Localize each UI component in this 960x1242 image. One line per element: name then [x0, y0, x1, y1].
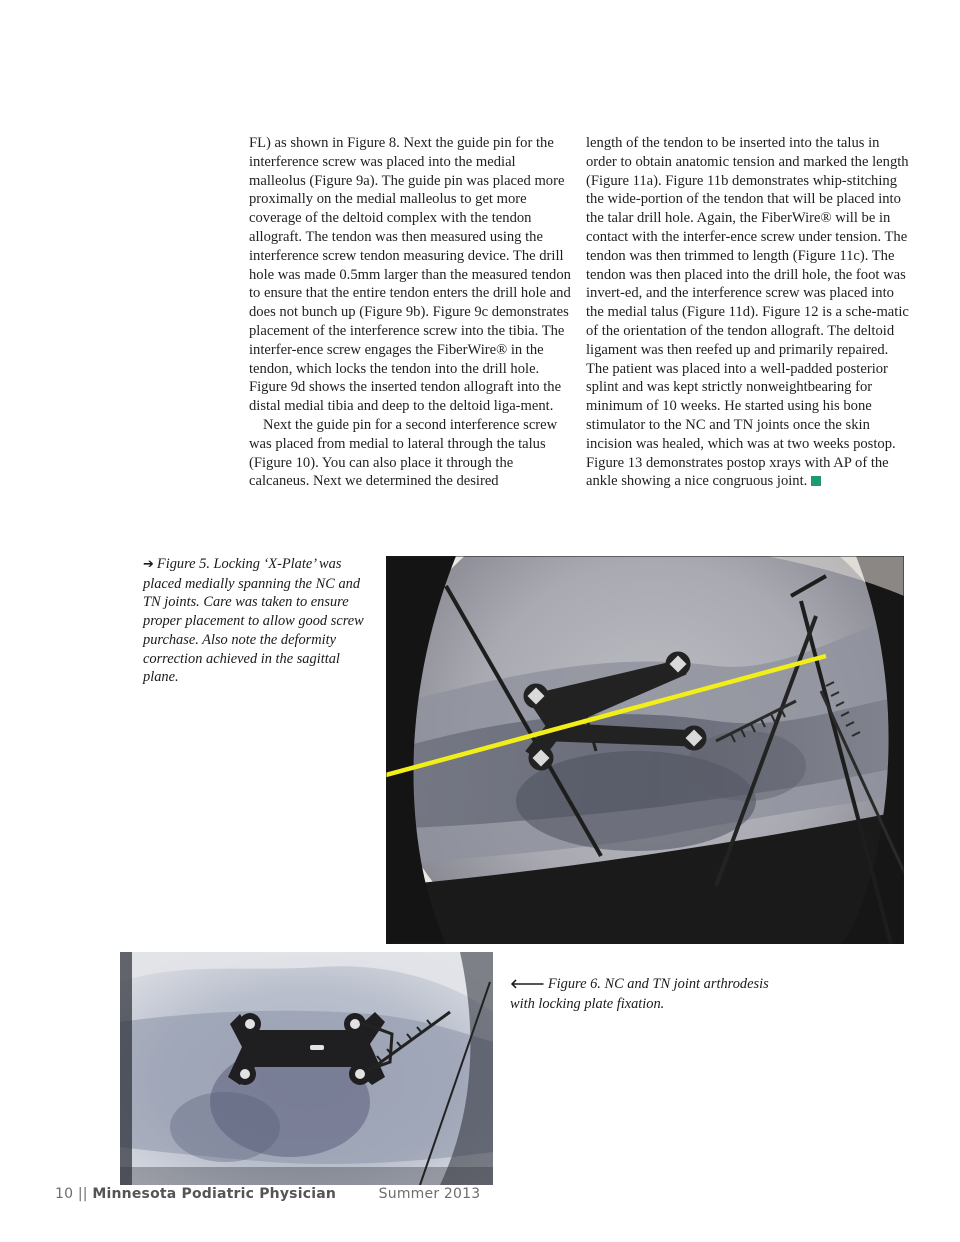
publication-name: Minnesota Podiatric Physician [92, 1186, 337, 1202]
article-right-column [586, 134, 911, 491]
page-number: 10 [55, 1186, 74, 1202]
page-footer [55, 1186, 480, 1202]
figure-5-caption [143, 555, 369, 687]
figure-5-caption-text: Figure 5. Locking ‘X-Plate’ was placed medially spanning the NC and TN joints. Care was taken to ensure proper placement to allow good screw purchase. Also note the deformity correction achieved in the sagittal plane. [143, 556, 364, 686]
right-paragraph-1 [586, 134, 911, 491]
figure-5-xray-drawing [386, 556, 904, 944]
arrow-left-icon: 🡐 [510, 977, 545, 992]
figure-6-xray-image [120, 952, 493, 1185]
arrow-right-icon: ➔ [143, 557, 154, 572]
figure-6-caption-text: Figure 6. NC and TN joint arthrodesis with locking plate fixation. [510, 976, 769, 1012]
figure-6-xray-drawing [120, 952, 493, 1185]
figure-6-caption [510, 975, 770, 1013]
left-paragraph-1: FL) as shown in Figure 8. Next the guide pin for the interference screw was placed into the medial malleolus (Figure 9a). The guide pin was placed more proximally on the medial malleolus to get more coverage of the deltoid complex with the tendon allograft. The tendon was then measured using the interference screw tendon measuring device. The drill hole was made 0.5mm larger than the measured tendon to ensure that the entire tendon enters the drill hole and does not bunch up (Figure 9b). Figure 9c demonstrates placement of the interference screw into the tibia. The interfer-ence screw engages the FiberWire® in the tendon, which locks the tendon into the drill hole. Figure 9d shows the inserted tendon allograft into the distal medial tibia and deep to the deltoid liga-ment. [249, 135, 571, 415]
right-paragraph-1-text: length of the tendon to be inserted into the talus in order to obtain anatomic tension and marked the length (Figure 11a). Figure 11b demonstrates whip-stitching the wide-portion of the tendon that will be placed into the talar drill hole. Again, the FiberWire® will be in contact with the interfer-ence screw under tension. The tendon was then trimmed to length (Figure 11c). The tendon was then placed into the drill hole, the foot was invert-ed, and the interference screw was placed into the medial talus (Figure 11d). Figure 12 is a sche-matic of the orientation of the tendon allograft. The deltoid ligament was then reefed up and primarily repaired. The patient was placed into a well-padded posterior splint and was kept strictly nonweightbearing for minimum of 10 weeks. He started using his bone stimulator to the NC and TN joints once the skin incision was healed, which was at two weeks postop. Figure 13 demonstrates postop xrays with AP of the ankle showing a nice congruous joint. [586, 135, 909, 490]
footer-separator: || [77, 1186, 88, 1202]
left-paragraph-2: Next the guide pin for a second interference screw was placed from medial to lateral through the talus (Figure 10). You can also place it through the calcaneus. Next we determined the desired [249, 416, 558, 490]
figure-5-xray-image [386, 556, 904, 944]
issue-date: Summer 2013 [378, 1186, 481, 1202]
article-left-column [249, 134, 571, 491]
article-end-mark-icon [811, 476, 821, 486]
